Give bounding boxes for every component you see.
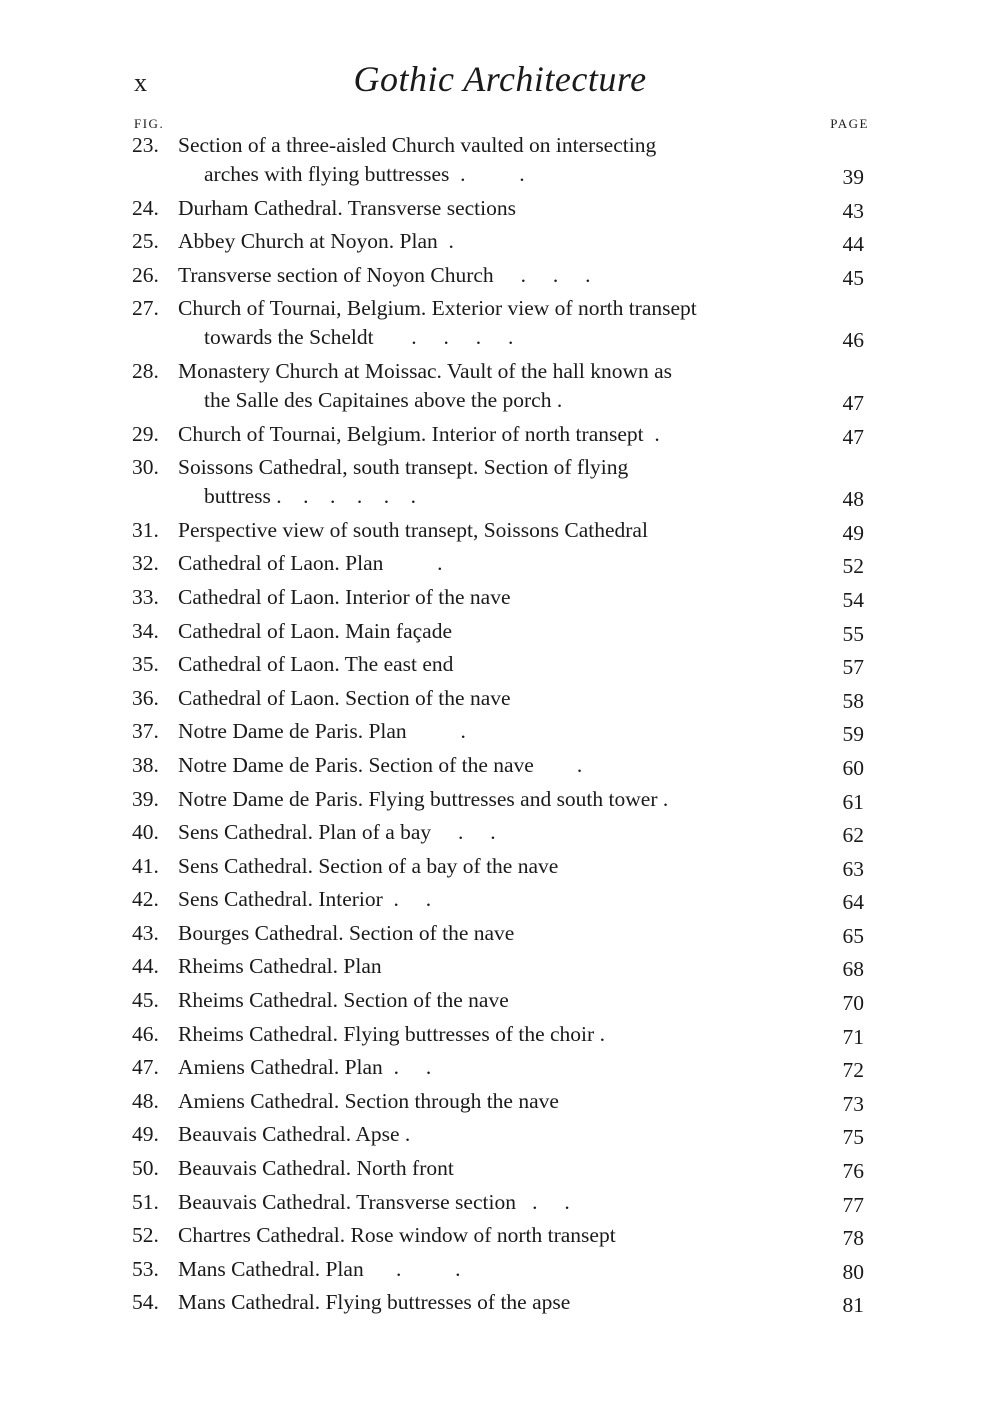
figure-caption (178, 885, 798, 914)
figure-number: 36. (132, 685, 159, 710)
figure-number: 43. (132, 920, 159, 945)
list-item (132, 420, 870, 449)
list-item (132, 357, 870, 415)
figure-caption (178, 227, 798, 256)
caption-line: Mans Cathedral. Flying buttresses of the apse (178, 1290, 571, 1315)
figure-caption (178, 1255, 798, 1284)
page-ref: 52 (842, 554, 864, 579)
figure-number: 26. (132, 262, 159, 287)
figure-number: 54. (132, 1290, 159, 1315)
figure-caption (178, 717, 798, 746)
page-ref: 59 (842, 722, 864, 747)
page-ref: 45 (842, 265, 864, 290)
figure-number: 23. (132, 133, 159, 157)
figure-number: 39. (132, 786, 159, 811)
page-ref: 57 (842, 655, 864, 680)
list-item (132, 952, 870, 981)
figure-number: 31. (132, 517, 159, 542)
page-ref: 76 (842, 1159, 864, 1184)
list-of-illustrations (132, 131, 870, 1322)
leader-dots: . (399, 1122, 411, 1147)
page-ref: 75 (842, 1125, 864, 1150)
leader-dots: . . (431, 820, 496, 845)
page-ref: 64 (842, 890, 864, 915)
page-ref: 65 (842, 923, 864, 948)
figure-number: 53. (132, 1256, 159, 1281)
caption-line: Cathedral of Laon. Interior of the nave (178, 584, 511, 609)
figure-caption (178, 549, 798, 578)
figure-number: 40. (132, 820, 159, 845)
caption-line: Abbey Church at Noyon. Plan (178, 229, 438, 254)
caption-line: Durham Cathedral. Transverse sections (178, 195, 516, 220)
page-ref: 63 (842, 856, 864, 881)
figure-caption (178, 357, 798, 415)
list-item (132, 1221, 870, 1250)
figure-number: 49. (132, 1122, 159, 1147)
figure-caption (178, 1288, 798, 1317)
leader-dots: . . (382, 887, 432, 912)
list-item (132, 549, 870, 578)
figure-number: 30. (132, 455, 159, 480)
page-ref: 81 (842, 1293, 864, 1318)
figure-caption (178, 1087, 798, 1116)
list-item (132, 751, 870, 780)
list-item (132, 852, 870, 881)
figure-caption (178, 516, 798, 545)
figure-number: 44. (132, 954, 159, 979)
figure-number: 32. (132, 551, 159, 576)
page-ref: 48 (842, 487, 864, 512)
figure-number: 25. (132, 229, 159, 254)
page-ref: 39 (842, 165, 864, 189)
figure-caption (178, 1221, 798, 1250)
leader-dots: . (406, 719, 466, 744)
page-ref: 46 (842, 328, 864, 353)
caption-line: Sens Cathedral. Section of a bay of the nave (178, 853, 559, 878)
caption-line: Sens Cathedral. Plan of a bay (178, 820, 432, 845)
figure-caption (178, 986, 798, 1015)
caption-line: Church of Tournai, Belgium. Exterior view of north transept (178, 296, 697, 321)
caption-line: Perspective view of south transept, Soissons Cathedral (178, 517, 648, 542)
list-item (132, 453, 870, 511)
list-item (132, 885, 870, 914)
figure-number: 41. (132, 853, 159, 878)
list-item (132, 1188, 870, 1217)
figure-number: 24. (132, 195, 159, 220)
list-item (132, 617, 870, 646)
caption-continuation: buttress . . . . . . (204, 484, 417, 509)
list-item (132, 516, 870, 545)
figure-number: 38. (132, 752, 159, 777)
list-item (132, 294, 870, 352)
figure-number: 28. (132, 358, 159, 383)
figure-number: 42. (132, 887, 159, 912)
page-ref: 54 (842, 587, 864, 612)
running-title: Gothic Architecture (353, 59, 647, 99)
figure-caption (178, 617, 798, 646)
figure-number: 50. (132, 1156, 159, 1181)
caption-line: Cathedral of Laon. Plan (178, 551, 384, 576)
figure-number: 45. (132, 988, 159, 1013)
leader-dots: . (383, 551, 443, 576)
list-item (132, 1053, 870, 1082)
caption-line: Cathedral of Laon. Section of the nave (178, 685, 511, 710)
caption-line: Amiens Cathedral. Plan (178, 1055, 383, 1080)
figure-number: 48. (132, 1088, 159, 1113)
list-item (132, 986, 870, 1015)
fig-column-label: FIG. (134, 116, 165, 131)
list-item (132, 1255, 870, 1284)
caption-line: Notre Dame de Paris. Plan (178, 719, 407, 744)
figure-caption (178, 1053, 798, 1082)
caption-line: Amiens Cathedral. Section through the nave (178, 1088, 559, 1113)
page-ref: 70 (842, 991, 864, 1016)
figure-caption (178, 1188, 798, 1217)
caption-line: Notre Dame de Paris. Section of the nave (178, 752, 534, 777)
list-item (132, 684, 870, 713)
list-item (132, 919, 870, 948)
figure-number: 51. (132, 1189, 159, 1214)
caption-continuation: arches with flying buttresses . . (204, 162, 525, 186)
list-item (132, 583, 870, 612)
page-ref: 43 (842, 198, 864, 223)
list-item (132, 131, 870, 189)
figure-number: 27. (132, 296, 159, 321)
leader-dots: . (643, 421, 660, 446)
figure-caption (178, 751, 798, 780)
list-item (132, 227, 870, 256)
page-ref: 60 (842, 755, 864, 780)
figure-caption (178, 650, 798, 679)
list-item (132, 1087, 870, 1116)
list-item (132, 785, 870, 814)
figure-caption (178, 294, 798, 352)
leader-dots: . (437, 229, 454, 254)
page-ref: 77 (842, 1192, 864, 1217)
figure-caption (178, 420, 798, 449)
figure-caption (178, 785, 798, 814)
leader-dots: . . . (493, 262, 591, 287)
leader-dots: . . . . (373, 325, 514, 350)
leader-dots: . (657, 786, 669, 811)
caption-continuation: towards the Scheldt . . . . (204, 325, 514, 350)
figure-caption (178, 131, 798, 189)
figure-caption (178, 852, 798, 881)
figure-caption (178, 194, 798, 223)
list-item (132, 1120, 870, 1149)
caption-line: Chartres Cathedral. Rose window of north transept (178, 1223, 616, 1248)
leader-dots: . . (449, 162, 525, 186)
list-item (132, 261, 870, 290)
figure-caption (178, 684, 798, 713)
caption-line: Sens Cathedral. Interior (178, 887, 383, 912)
caption-line: Section of a three-aisled Church vaulted on intersecting (178, 133, 657, 157)
figure-caption (178, 818, 798, 847)
page-ref: 47 (842, 424, 864, 449)
caption-line: Cathedral of Laon. Main façade (178, 618, 452, 643)
caption-line: Soissons Cathedral, south transept. Section of flying (178, 455, 629, 480)
caption-continuation: the Salle des Capitaines above the porch . (204, 387, 563, 412)
list-item (132, 1020, 870, 1049)
figure-number: 52. (132, 1223, 159, 1248)
list-item (132, 818, 870, 847)
page-column-label: PAGE (830, 116, 869, 131)
figure-number: 33. (132, 584, 159, 609)
leader-dots: . (533, 752, 583, 777)
caption-line: Transverse section of Noyon Church (178, 262, 494, 287)
page-ref: 44 (842, 232, 864, 257)
page-ref: 80 (842, 1259, 864, 1284)
leader-dots: . (551, 387, 563, 412)
page-number: x (134, 68, 148, 97)
page-ref: 47 (842, 390, 864, 415)
figure-caption (178, 453, 798, 511)
leader-dots: . . . . . . (270, 484, 417, 509)
figure-caption (178, 261, 798, 290)
caption-line: Monastery Church at Moissac. Vault of the hall known as (178, 358, 673, 383)
leader-dots: . . (363, 1256, 461, 1281)
page-ref: 73 (842, 1091, 864, 1116)
caption-line: Beauvais Cathedral. Transverse section (178, 1189, 516, 1214)
page-ref: 55 (842, 621, 864, 646)
caption-line: Rheims Cathedral. Section of the nave (178, 988, 509, 1013)
caption-line: Rheims Cathedral. Plan (178, 954, 382, 979)
page-ref: 68 (842, 957, 864, 982)
page-ref: 58 (842, 688, 864, 713)
page-ref: 49 (842, 520, 864, 545)
caption-line: Church of Tournai, Belgium. Interior of north transept (178, 421, 644, 446)
page-ref: 71 (842, 1024, 864, 1049)
page-ref: 78 (842, 1226, 864, 1251)
list-item (132, 717, 870, 746)
leader-dots: . . (382, 1055, 432, 1080)
figure-number: 37. (132, 719, 159, 744)
page-ref: 72 (842, 1058, 864, 1083)
figure-caption (178, 1020, 798, 1049)
figure-number: 35. (132, 652, 159, 677)
page-ref: 62 (842, 823, 864, 848)
figure-number: 47. (132, 1055, 159, 1080)
figure-number: 46. (132, 1021, 159, 1046)
caption-line: Beauvais Cathedral. Apse (178, 1122, 400, 1147)
figure-number: 29. (132, 421, 159, 446)
page-ref: 61 (842, 789, 864, 814)
list-item (132, 194, 870, 223)
list-item (132, 1288, 870, 1317)
figure-caption (178, 583, 798, 612)
leader-dots: . (594, 1021, 605, 1046)
caption-line: Rheims Cathedral. Flying buttresses of the choir (178, 1021, 595, 1046)
figure-caption (178, 952, 798, 981)
leader-dots: . . (515, 1189, 570, 1214)
figure-number: 34. (132, 618, 159, 643)
figure-caption (178, 1154, 798, 1183)
caption-line: Cathedral of Laon. The east end (178, 652, 454, 677)
figure-caption (178, 1120, 798, 1149)
caption-line: Mans Cathedral. Plan (178, 1256, 364, 1281)
figure-caption (178, 919, 798, 948)
list-item (132, 650, 870, 679)
caption-line: Beauvais Cathedral. North front (178, 1156, 454, 1181)
list-item (132, 1154, 870, 1183)
caption-line: Notre Dame de Paris. Flying buttresses and south tower (178, 786, 658, 811)
caption-line: Bourges Cathedral. Section of the nave (178, 920, 515, 945)
